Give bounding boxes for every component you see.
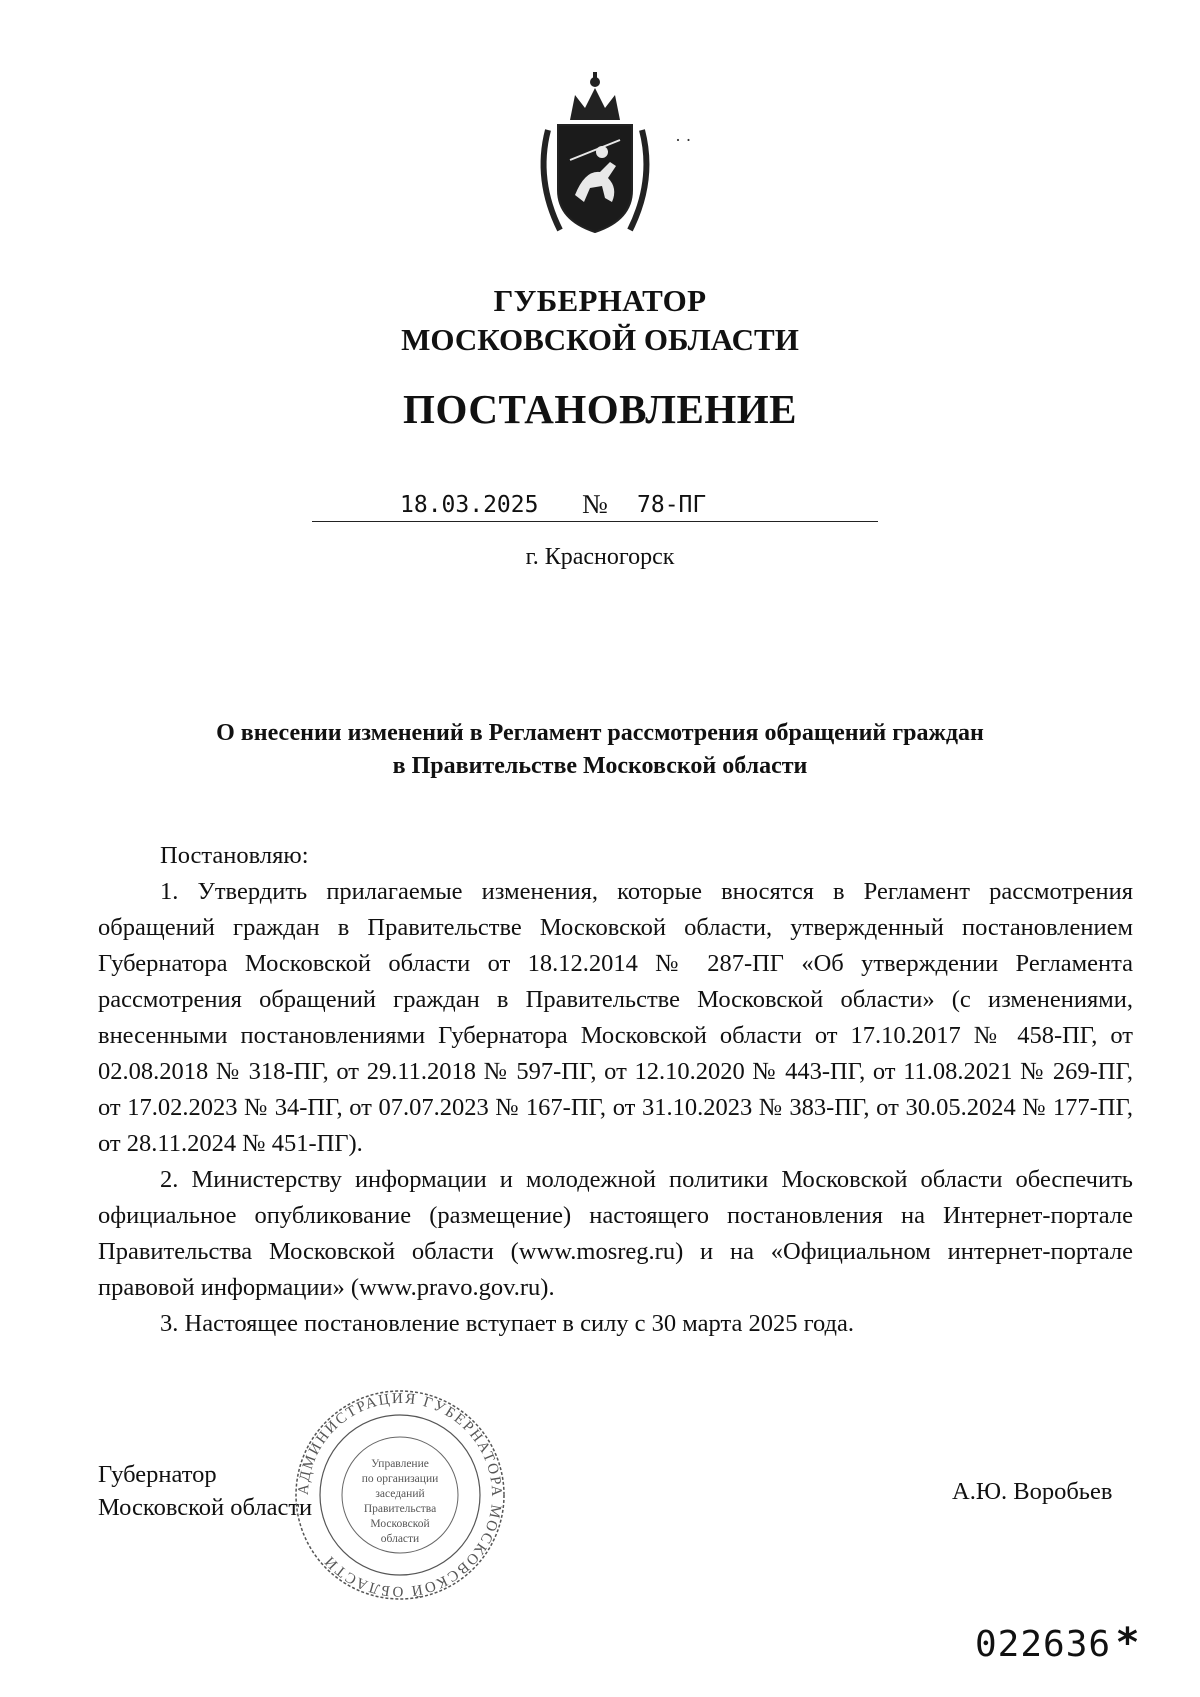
signatory-position: [98, 1458, 312, 1524]
document-body: [98, 838, 1133, 1342]
stamp-inner-line-5: Московской: [370, 1518, 430, 1530]
coat-of-arms-emblem: [530, 70, 660, 240]
registration-line: [312, 490, 878, 522]
document-serial: [975, 1620, 1139, 1666]
stamp-inner-line-1: Управление: [371, 1458, 429, 1470]
registration-underline: [312, 521, 878, 522]
stamp-inner-line-2: по организации: [361, 1473, 439, 1485]
position-line-1: Губернатор: [98, 1461, 217, 1488]
body-paragraph-2: 2. Министерству информации и молодежной политики Московской области обеспечить официальное опубликование (размещение) настоящего постановления на Интернет-портале Правительства Московской области (www.mosreg.ru) и на «Официальном интернет-портале правовой информации» (www.pravo.gov.ru).: [98, 1166, 1133, 1301]
authority-line-1: ГУБЕРНАТОР: [493, 283, 707, 318]
registration-number: 78-ПГ: [637, 492, 707, 518]
document-serial-number: 022636: [975, 1624, 1112, 1665]
document-title: [100, 717, 1100, 783]
official-stamp: [290, 1385, 510, 1605]
document-type: ПОСТАНОВЛЕНИЕ: [403, 386, 797, 432]
body-paragraph-1: 1. Утвердить прилагаемые изменения, которые вносятся в Регламент рассмотрения обращений граждан в Правительстве Московской области, утвержденный постановлением Губернатора Московской области от 18.12.2014 № 287-ПГ «Об утверждении Регламента рассмотрения обращений граждан в Правительстве Московской области» (с изменениями, внесенными постановлениями Губернатора Московской области от 17.10.2017 № 458-ПГ, от 02.08.2018 № 318-ПГ, от 29.11.2018 № 597-ПГ, от 12.10.2020 № 443-ПГ, от 11.08.2021 № 269-ПГ, от 17.02.2023 № 34-ПГ, от 07.07.2023 № 167-ПГ, от 31.10.2023 № 383-ПГ, от 30.05.2024 № 177-ПГ, от 28.11.2024 № 451-ПГ).: [98, 878, 1133, 1157]
title-line-1: О внесении изменений в Регламент рассмотрения обращений граждан: [216, 720, 984, 746]
position-line-2: Московской области: [98, 1494, 313, 1521]
stamp-inner-line-3: заседаний: [375, 1488, 425, 1500]
authority-line-2: МОСКОВСКОЙ ОБЛАСТИ: [401, 322, 799, 357]
registration-date: 18.03.2025: [400, 492, 539, 518]
stamp-outer-text: АДМИНИСТРАЦИЯ ГУБЕРНАТОРА МОСКОВСКОЙ ОБЛАСТИ: [295, 1390, 505, 1600]
city: г. Красногорск: [525, 544, 675, 570]
body-intro: Постановляю:: [160, 842, 309, 869]
scan-artifact: · ·: [675, 130, 692, 150]
body-paragraph-3: 3. Настоящее постановление вступает в силу с 30 марта 2025 года.: [160, 1310, 855, 1337]
stamp-inner-line-6: области: [380, 1533, 420, 1545]
title-line-2: в Правительстве Московской области: [392, 753, 808, 779]
signatory-name: А.Ю. Воробьев: [952, 1478, 1113, 1505]
stamp-inner-line-4: Правительства: [363, 1503, 437, 1515]
document-serial-mark: *: [1117, 1620, 1139, 1666]
number-sign: №: [582, 489, 608, 519]
